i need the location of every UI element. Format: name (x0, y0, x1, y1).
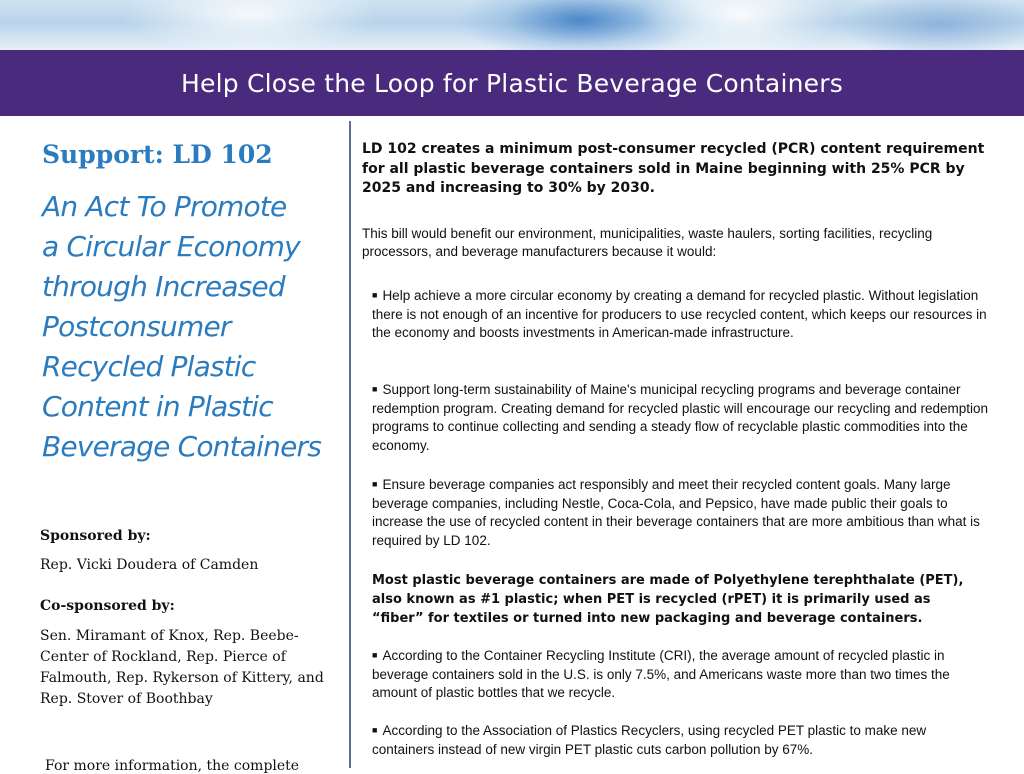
page-title: Help Close the Loop for Plastic Beverage Containers (181, 68, 843, 98)
benefit-bullet (372, 475, 990, 550)
act-title (42, 187, 347, 467)
bullet-marker: ■ (372, 384, 378, 394)
more-info-text: For more information, the complete (45, 758, 300, 774)
support-heading: Support: LD 102 (42, 140, 273, 169)
intro-summary: LD 102 creates a minimum post-consumer recycled (PCR) content requirement for all plastic beverage containers sold in Maine beginning with 25% PCR by 2025 and increasing to 30% by 2030. (362, 141, 985, 196)
bullet-text: According to the Container Recycling Institute (CRI), the average amount of recycled plastic in beverage containers sold in the U.S. is only 7.5%, and Americans waste more than two times the amount of plastic bottles that we recycle. (372, 648, 950, 700)
act-title-line: Beverage Containers (42, 430, 322, 463)
intro-paragraph: This bill would benefit our environment, municipalities, waste haulers, sorting facilities, recycling processors, and beverage manufacturers because it would: (362, 225, 933, 259)
bottle-highlight (120, 0, 380, 50)
act-title-line: An Act To Promote (42, 190, 287, 223)
bottle-highlight (640, 0, 840, 50)
act-title-line: through Increased (42, 270, 285, 303)
benefit-bullet (372, 380, 990, 455)
column-divider (349, 121, 351, 768)
act-title-line: Postconsumer (42, 310, 231, 343)
act-title-line: Recycled Plastic (42, 350, 256, 383)
fact-bullet (372, 646, 990, 703)
bullet-marker: ■ (372, 650, 378, 660)
act-title-line: Content in Plastic (42, 390, 273, 423)
bullet-text: Support long-term sustainability of Maine's municipal recycling programs and beverage container redemption program. Creating demand for recycled plastic will encourage our recycling and redemption programs to continue collecting and sending a steady flow of recyclable plastic commodities into the economy. (372, 382, 989, 453)
title-banner (0, 50, 1024, 116)
bullet-marker: ■ (372, 479, 378, 489)
bullet-text: According to the Association of Plastics Recyclers, using recycled PET plastic to make new containers instead of new virgin PET plastic cuts carbon pollution by 67%. (372, 723, 927, 757)
cosponsored-text: Sen. Miramant of Knox, Rep. Beebe-Center of Rockland, Rep. Pierce of Falmouth, Rep. Rykerson of Kittery, and Rep. Stover of Boothbay (40, 628, 324, 707)
cosponsored-label: Co-sponsored by: (40, 598, 175, 614)
bottle-highlight (840, 0, 1024, 50)
left-column (42, 140, 347, 467)
bullet-marker: ■ (372, 290, 378, 300)
sponsored-text: Rep. Vicki Doudera of Camden (40, 557, 259, 573)
bullet-text: Help achieve a more circular economy by creating a demand for recycled plastic. Without legislation there is not enough of an incentive for producers to use recycled content, which keeps our resources in the economy and boosts investments in American-made infrastructure. (372, 288, 987, 340)
hero-image (0, 0, 1024, 50)
act-title-line: a Circular Economy (42, 230, 300, 263)
benefit-bullet (372, 286, 990, 343)
pet-summary: Most plastic beverage containers are made of Polyethylene terephthalate (PET), also known as #1 plastic; when PET is recycled (rPET) it is primarily used as “fiber” for textiles or turned into new packaging and beverage containers. (372, 573, 964, 626)
fact-bullet (372, 721, 990, 759)
bullet-marker: ■ (372, 725, 378, 735)
right-column (362, 140, 990, 261)
sponsored-label: Sponsored by: (40, 528, 151, 544)
bullet-text: Ensure beverage companies act responsibly and meet their recycled content goals. Many large beverage companies, including Nestle, Coca-Cola, and Pepsico, have made public their goals to increase the use of recycled content in their beverage containers that are more ambitious than what is required by LD 102. (372, 477, 980, 548)
